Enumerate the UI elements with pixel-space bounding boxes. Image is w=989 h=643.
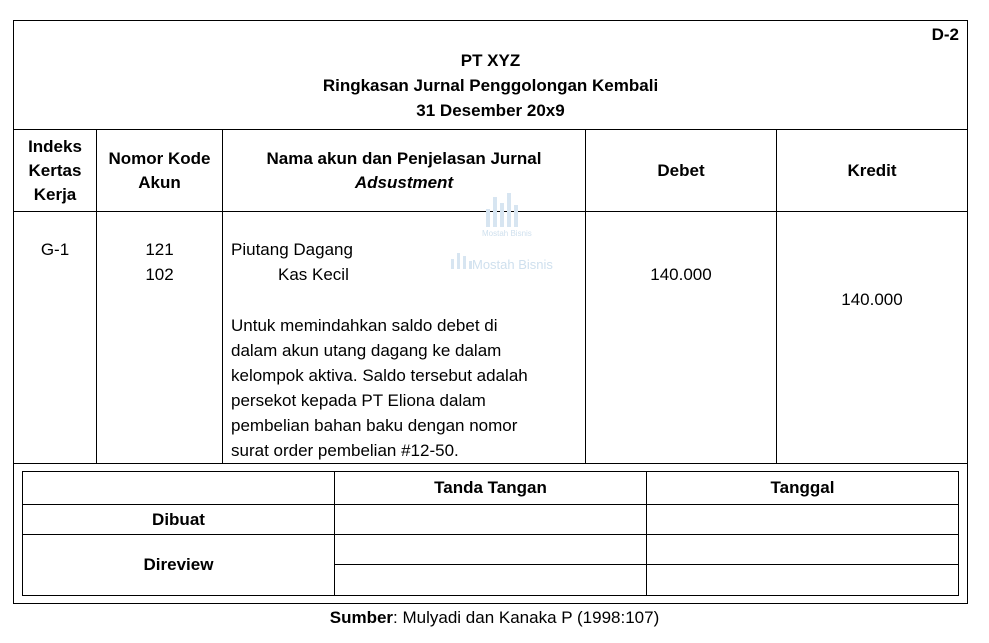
entry-account-names [231,237,581,287]
signoff-header-date: Tanggal [770,478,835,497]
entry-code-debit: 121 [145,240,174,259]
index-header-line1: Indeks [28,136,82,156]
date-field-reviewed-2[interactable] [647,565,958,595]
date-field-prepared[interactable] [647,505,958,534]
index-header-line3: Kerja [33,184,77,204]
entry-debit-amount: 140.000 [650,265,712,284]
entry-code-credit: 102 [145,265,174,284]
index-header-line2: Kertas [28,160,82,180]
explanation-line: kelompok aktiva. Saldo tersebut adalah [231,366,528,385]
explanation-line: dalam akun utang dagang ke dalam [231,341,502,360]
document-title: Ringkasan Jurnal Penggolongan Kembali [322,76,659,95]
source-citation [0,608,989,628]
signoff-table [22,471,959,596]
working-paper-frame [13,20,968,604]
company-name: PT XYZ [460,51,521,70]
account-code-header-line1: Nomor Kode [108,148,211,168]
watermark-large-text: Mostah Bisnis [472,257,553,272]
signature-field-reviewed-2[interactable] [335,565,646,595]
column-header-credit: Kredit [847,160,897,180]
account-name-header-line1: Nama akun dan Penjelasan Jurnal [266,148,542,168]
source-text: : Mulyadi dan Kanaka P (1998:107) [393,608,660,627]
date-field-reviewed-1[interactable] [647,535,958,564]
document-date: 31 Desember 20x9 [416,101,565,120]
column-header-debit: Debet [657,160,705,180]
entry-index: G-1 [40,240,70,259]
entry-account-codes [97,237,222,287]
entry-explanation [231,313,581,463]
source-label: Sumber [329,608,394,627]
entry-account-credit: Kas Kecil [278,265,349,284]
entry-account-debit: Piutang Dagang [231,240,353,259]
body-divider [14,463,967,464]
document-header [14,21,967,129]
document-code: D-2 [931,25,959,44]
watermark-logo-icon [486,193,518,227]
watermark-small-text: Mostah Bisnis [482,229,532,238]
signoff-header-signature: Tanda Tangan [434,478,547,497]
account-name-header-line2: Adsustment [354,172,454,192]
explanation-line: pembelian bahan baku dengan nomor [231,416,518,435]
explanation-line: surat order pembelian #12-50. [231,441,459,460]
column-header-account-name [223,130,585,211]
column-header-account-code [97,130,222,211]
explanation-line: persekot kepada PT Eliona dalam [231,391,486,410]
account-code-header-line2: Akun [138,172,181,192]
column-header-index [14,130,96,211]
signoff-row-reviewed: Direview [143,555,214,574]
entry-credit-amount: 140.000 [841,290,903,309]
explanation-line: Untuk memindahkan saldo debet di [231,316,498,335]
signature-field-prepared[interactable] [335,505,646,534]
signature-field-reviewed-1[interactable] [335,535,646,564]
signoff-row-prepared: Dibuat [152,509,205,529]
